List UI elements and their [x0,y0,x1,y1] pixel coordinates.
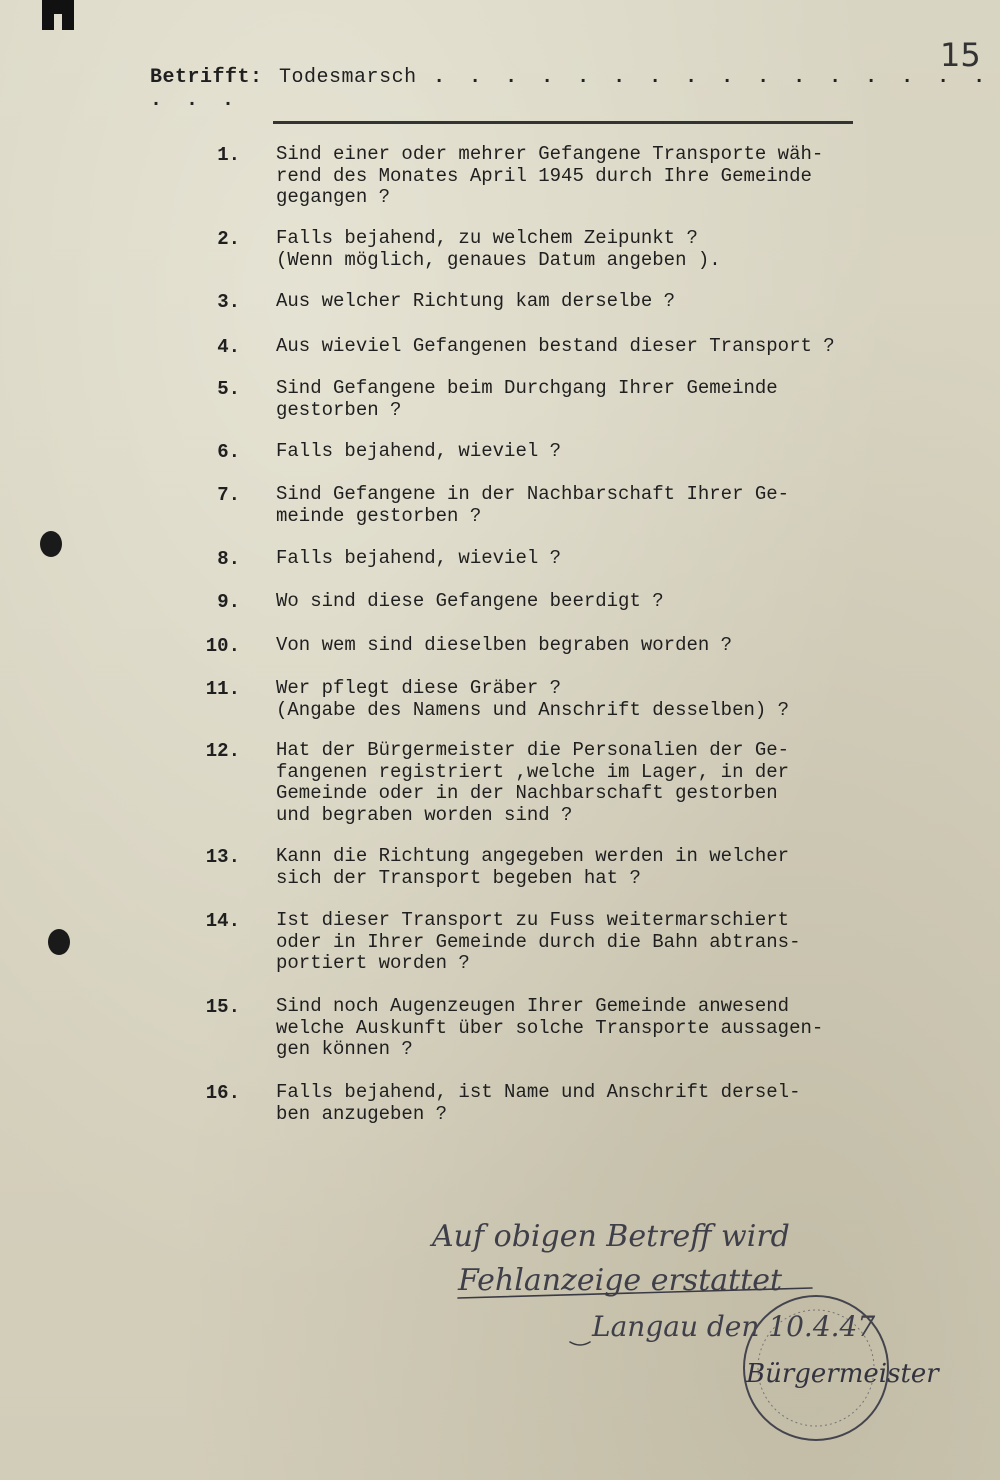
question-text [276,291,876,313]
question-number: 14. [205,910,240,932]
question-text [276,336,876,358]
question-line: rend des Monates April 1945 durch Ihre Gemeinde [276,164,812,187]
separator-rule [273,121,853,124]
question-text [276,910,876,975]
question-line: fangenen registriert ,welche im Lager, in der [276,760,790,783]
question-line: (Wenn möglich, genaues Datum angeben ). [276,248,721,271]
subject-label: Betrifft: [150,66,263,89]
signature-text: Bürgermeister [746,1359,939,1389]
municipal-stamp [738,1290,939,1446]
question-line: und begraben worden sind ? [276,803,573,826]
page-number: 15 [940,36,981,74]
question-number: 8. [217,548,240,570]
handwritten-line: Langau den 10.4.47 [592,1310,876,1343]
handwritten-line: Fehlanzeige erstattet [458,1263,783,1298]
handwritten-line: Auf obigen Betreff wird [432,1219,790,1254]
question-line: Wer pflegt diese Gräber ? [276,677,562,699]
question-number: 5. [217,378,240,400]
question-number: 7. [217,484,240,506]
question-line: Sind Gefangene beim Durchgang Ihrer Gemeinde [276,377,778,399]
question-line: Gemeinde oder in der Nachbarschaft gestorben [276,782,778,804]
question-line: (Angabe des Namens und Anschrift desselben) ? [276,698,790,721]
question-line: Falls bejahend, ist Name und Anschrift dersel- [276,1081,801,1103]
question-number: 10. [205,635,240,657]
question-line: gestorben ? [276,398,402,421]
question-text [276,228,876,271]
question-text [276,678,876,721]
question-text [276,740,876,826]
subject-line [150,66,1000,112]
question-text [276,996,876,1061]
question-number: 13. [205,846,240,868]
question-text [276,441,876,463]
question-line: Von wem sind dieselben begraben worden ? [276,634,733,656]
question-text [276,846,876,889]
question-number: 16. [205,1082,240,1104]
corner-ink-mark [40,0,92,30]
question-number: 9. [217,591,240,613]
question-text [276,635,876,657]
question-line: Falls bejahend, wieviel ? [276,440,562,462]
question-text [276,378,876,421]
question-number: 2. [217,228,240,250]
question-number: 4. [217,336,240,358]
question-line: welche Auskunft über solche Transporte aussagen- [276,1016,824,1039]
question-line: gegangen ? [276,186,391,208]
question-number: 12. [205,740,240,762]
question-line: ben anzugeben ? [276,1102,448,1125]
punch-hole [40,531,62,557]
question-text [276,1082,876,1125]
question-line: Sind noch Augenzeugen Ihrer Gemeinde anwesend [276,995,790,1017]
question-line: Sind einer oder mehrer Gefangene Transporte wäh- [276,143,824,165]
question-line: gen können ? [276,1038,413,1060]
question-line: Ist dieser Transport zu Fuss weitermarschiert [276,909,790,931]
question-line: Sind Gefangene in der Nachbarschaft Ihrer Ge- [276,483,790,505]
question-line: Falls bejahend, zu welchem Zeipunkt ? [276,227,698,249]
question-number: 1. [217,144,240,166]
question-line: sich der Transport begeben hat ? [276,866,641,889]
question-number: 6. [217,441,240,463]
question-line: portiert worden ? [276,952,470,974]
question-line: Aus wieviel Gefangenen bestand dieser Transport ? [276,335,835,357]
question-line: oder in Ihrer Gemeinde durch die Bahn abtrans- [276,930,801,953]
question-text [276,484,876,527]
subject-value: Todesmarsch [279,66,417,89]
punch-hole [48,929,70,955]
question-line: Aus welcher Richtung kam derselbe ? [276,290,676,312]
question-text [276,144,876,209]
subject-dots: . . . . . . . . . . . . . . . . . . . [150,66,992,112]
question-line: Kann die Richtung angegeben werden in welcher [276,845,790,867]
question-text [276,591,876,613]
question-number: 15. [205,996,240,1018]
question-number: 11. [205,678,240,700]
question-line: Wo sind diese Gefangene beerdigt ? [276,590,664,612]
question-line: Hat der Bürgermeister die Personalien der Ge- [276,739,790,761]
question-text [276,548,876,570]
question-line: meinde gestorben ? [276,504,482,527]
question-number: 3. [217,291,240,313]
question-line: Falls bejahend, wieviel ? [276,547,562,569]
